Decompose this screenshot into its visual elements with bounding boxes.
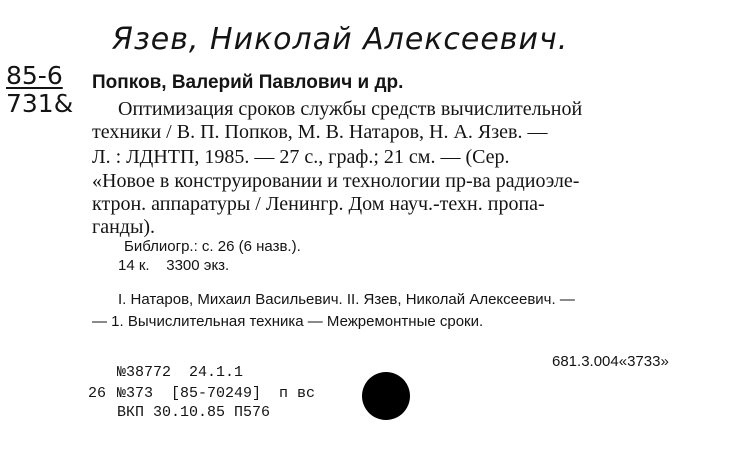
print-run: 14 к. 3300 экз. — [118, 257, 230, 274]
punch-hole — [362, 372, 410, 420]
registration-line: №38772 24.1.1 — [117, 364, 244, 381]
shelf-mark — [6, 62, 73, 118]
registration-line: №373 [85-70249] п вс — [117, 385, 316, 402]
description-line: ктрон. аппаратуры / Ленингр. Дом науч.-техн. пропа- — [92, 193, 545, 215]
tracings-line: — 1. Вычислительная техника — Межремонтные сроки. — [92, 313, 484, 330]
registration-prefix: 26 — [88, 385, 107, 402]
description-line: Л. : ЛДНТП, 1985. — 27 с., граф.; 21 см. — (Сер. — [92, 146, 510, 168]
description-line: техники / В. П. Попков, М. В. Натаров, Н. А. Язев. — — [92, 121, 548, 143]
tracings-line: I. Натаров, Михаил Васильевич. II. Язев, Николай Алексеевич. — — [118, 291, 575, 308]
main-entry: Попков, Валерий Павлович и др. — [92, 72, 404, 93]
handwritten-heading: Язев, Николай Алексеевич. — [112, 22, 569, 57]
description-line: Оптимизация сроков службы средств вычислительной — [118, 98, 583, 120]
shelf-mark-bottom: 731& — [6, 89, 74, 118]
description-line: ганды). — [92, 216, 156, 238]
shelf-mark-top: 85-6 — [6, 61, 63, 90]
classification-index: 681.3.004«3733» — [552, 353, 669, 370]
description-line: «Новое в конструировании и технологии пр-ва радиоэле- — [92, 170, 580, 192]
bibliography-note: Библиогр.: с. 26 (6 назв.). — [124, 238, 301, 255]
registration-line: ВКП 30.10.85 П576 — [117, 404, 271, 421]
